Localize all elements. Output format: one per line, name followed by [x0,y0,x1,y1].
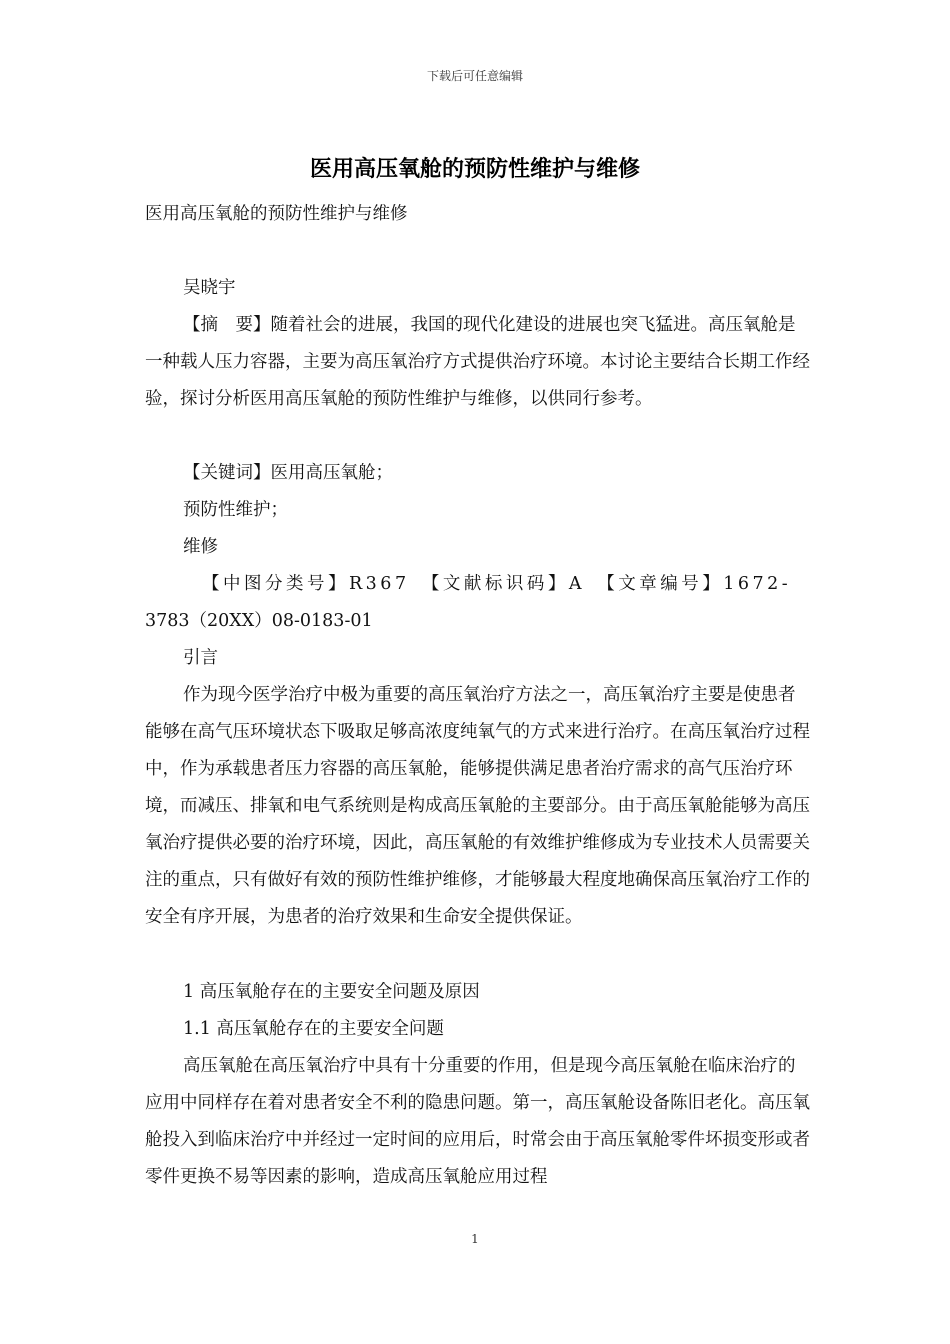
classification-line-2: 3783（20XX）08-0183-01 [145,611,373,631]
section-1-heading: 1 高压氧舱存在的主要安全问题及原因 [183,982,480,1002]
document-title: 医用高压氧舱的预防性维护与维修 [309,157,640,182]
section-1-1-paragraph: 高压氧舱在高压氧治疗中具有十分重要的作用，但是现今高压氧舱在临床治疗的应用中同样存在着对患者安全不利的隐患问题。第一，高压氧舱设备陈旧老化。高压氧舱投入到临床治疗中并经过一定时间的应用后，时常会由于高压氧舱零件坏损变形或者零件更换不易等因素的影响，造成高压氧舱应用过程 [145,1056,810,1187]
intro-heading: 引言 [183,648,218,668]
author-name: 吴晓宇 [183,278,236,298]
page-number: 1 [471,1232,479,1246]
document-subtitle: 医用高压氧舱的预防性维护与维修 [145,204,408,224]
abstract-paragraph: 【摘 要】随着社会的进展，我国的现代化建设的进展也突飞猛进。高压氧舱是一种载人压力容器，主要为高压氧治疗方式提供治疗环境。本讨论主要结合长期工作经验，探讨分析医用高压氧舱的预防性维护与维修，以供同行参考。 [145,315,810,409]
keywords-line-3: 维修 [183,537,218,557]
section-1-1-heading: 1.1 高压氧舱存在的主要安全问题 [183,1019,444,1039]
header-note: 下载后可任意编辑 [426,69,523,83]
keywords-line-2: 预防性维护； [183,500,288,520]
intro-paragraph: 作为现今医学治疗中极为重要的高压氧治疗方法之一，高压氧治疗主要是使患者能够在高气压环境状态下吸取足够高浓度纯氧气的方式来进行治疗。在高压氧治疗过程中，作为承载患者压力容器的高压氧舱，能够提供满足患者治疗需求的高气压治疗环境，而减压、排氧和电气系统则是构成高压氧舱的主要部分。由于高压氧舱能够为高压氧治疗提供必要的治疗环境，因此，高压氧舱的有效维护维修成为专业技术人员需要关注的重点，只有做好有效的预防性维护维修，才能够最大程度地确保高压氧治疗工作的安全有序开展，为患者的治疗效果和生命安全提供保证。 [145,685,810,927]
keywords-line-1: 【关键词】医用高压氧舱； [183,463,393,483]
classification-line-1: 【中图分类号】R367 【文献标识码】A 【文章编号】1672- [202,574,792,594]
